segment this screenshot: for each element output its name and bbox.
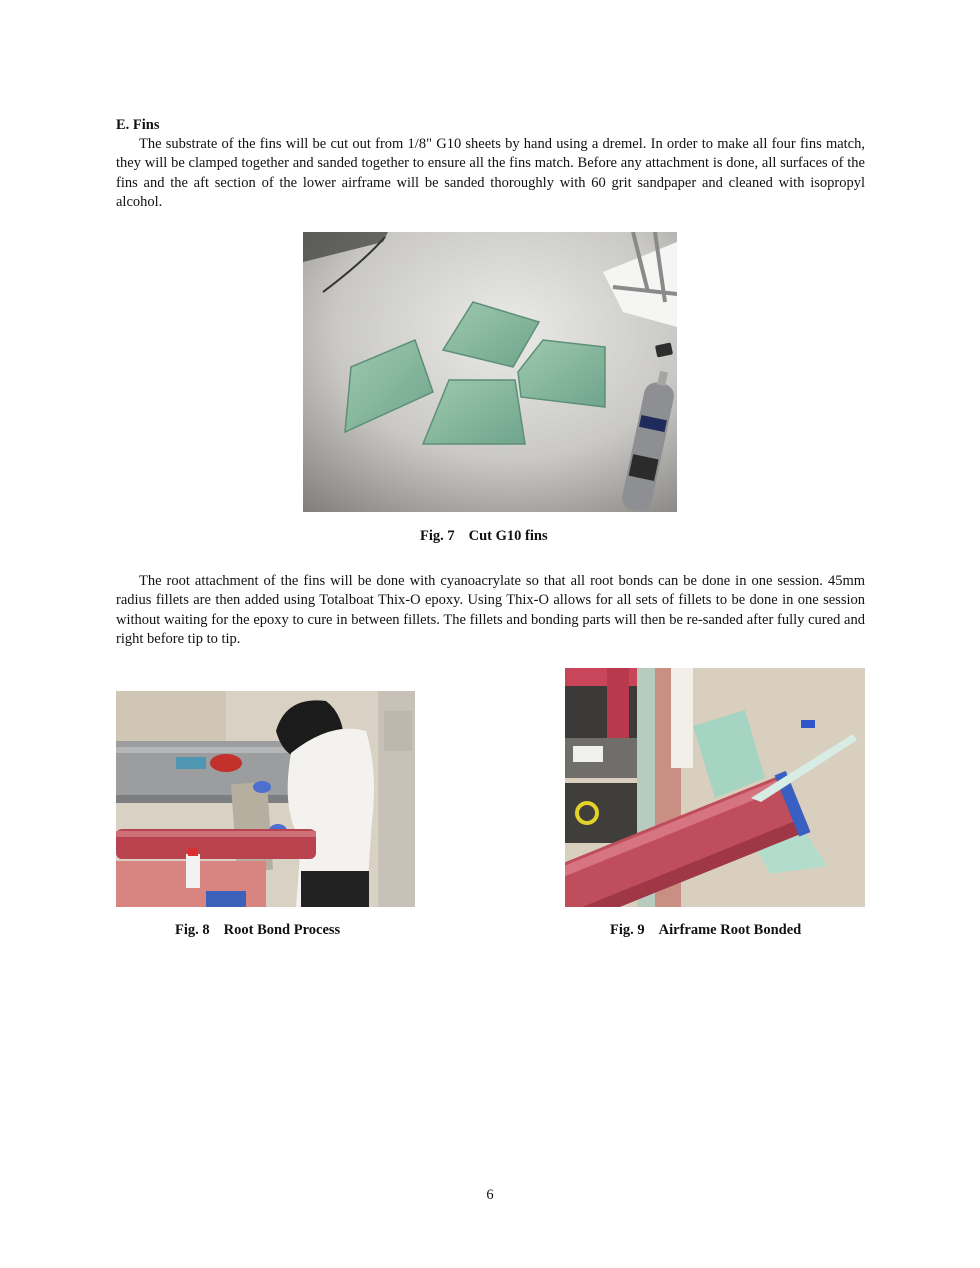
figure-8-caption xyxy=(175,922,340,939)
paragraph-root-attachment: The root attachment of the fins will be done with cyanoacrylate so that all root bonds can be done in one session. 45mm radius fillets are then added using Totalboat Thix-O epoxy. Using Thix-O allows for all sets of fillets to be done in one session without waiting for the epoxy to cure in between fillets. The fillets and bonding parts will then be re-sanded after fully cured and right before tip to tip. xyxy=(116,573,865,648)
figure-9-title: Airframe Root Bonded xyxy=(658,922,802,938)
figure-7-title: Cut G10 fins xyxy=(468,528,548,544)
figure-7-caption xyxy=(420,528,548,545)
figure-9-number: Fig. 9 xyxy=(610,922,645,938)
section-heading: E. Fins xyxy=(116,117,160,133)
figure-8-number: Fig. 8 xyxy=(175,922,210,938)
figure-8-title: Root Bond Process xyxy=(223,922,341,938)
figure-7-number: Fig. 7 xyxy=(420,528,455,544)
paragraph-fin-substrate: The substrate of the fins will be cut out from 1/8" G10 sheets by hand using a dremel. In order to make all four fins match, they will be clamped together and sanded together to ensure all the fins match. Before any attachment is done, all surfaces of the fins and the aft section of the lower airframe will be sanded thoroughly with 60 grit sandpaper and cleaned with isopropyl alcohol. xyxy=(116,136,865,211)
figure-8-photo xyxy=(116,691,415,907)
figure-9-photo xyxy=(565,668,865,907)
figure-7-photo xyxy=(303,232,677,512)
figure-9-caption xyxy=(610,922,801,939)
page-number: 6 xyxy=(486,1187,494,1203)
